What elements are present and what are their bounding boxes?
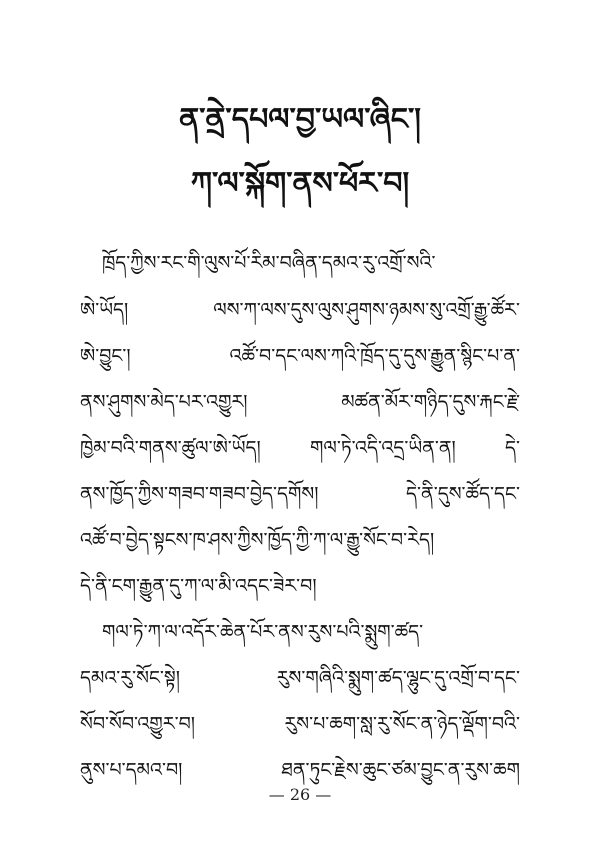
paragraph-1-line-7: འཚོ་བ་བྱེད་སྟངས་ཁ་ཤས་ཀྱིས་ཁྱོད་ཀྱི་ཀ་ལ་རྒྱུ་སོང་བ་རེད། <box>80 529 435 551</box>
page-number: — 26 — <box>268 785 332 804</box>
paragraph-1-line-3: ཨེ་བྱུང་། འཚོ་བ་དང་ལས་ཀའི་ཁྲོད་དུ་དུས་རྒྱུན་སྙིང་པ་ན་ <box>80 345 520 367</box>
paragraph-1-line-8: དེ་ནི་ངག་རྒྱུན་དུ་ཀ་ལ་མི་འདང་ཟེར་བ། <box>80 575 317 597</box>
paragraph-1-line-6: ནས་ཁྱོད་ཀྱིས་གཟབ་གཟབ་བྱེད་དགོས། དེ་ནི་དུས་ཚོད་དང་ <box>80 483 520 505</box>
paragraph-2-line-4: ནུས་པ་དམའ་བ། ཐན་ཏུང་རྗེས་ཆུང་ཙམ་བྱུང་ན་རུས་ཆག <box>80 759 520 781</box>
paragraph-2-line-1: གལ་ཏེ་ཀ་ལ་འདོར་ཆེན་པོར་ནས་རུས་པའི་སྨུག་ཚད་ <box>102 621 424 643</box>
paragraph-1-line-5: ཁྱེམ་བའི་གནས་ཚུལ་ཨེ་ཡོད། གལ་ཏེ་འདི་འདྲ་ཡིན་ན། དེ་ <box>80 437 520 459</box>
paragraph-2-line-2: དམའ་རུ་སོང་སྟེ། རུས་གཞིའི་སྨུག་ཚད་ལྷུང་དུ་འགྲོ་བ་དང་ <box>80 667 520 689</box>
paragraph-2-line-3: སོབ་སོབ་འགྱུར་བ། རུས་པ་ཆག་སླ་རུ་སོང་ན་ཉེད་ལྡོག་བའི་ <box>80 713 520 735</box>
title-line-2: ཀ་ལ་སྐོག་ནས་ཕོར་བ། <box>190 166 410 201</box>
paragraph-1-line-1: ཁྲོད་ཀྱིས་རང་གི་ལུས་པོ་རིམ་བཞིན་དམའ་རུ་འགྲོ་སའི་ <box>102 252 436 274</box>
paragraph-1-line-2: ཨེ་ཡོད། ལས་ཀ་ལས་དུས་ལུས་ཤུགས་ཉམས་སུ་འགྲོ་རྒྱུ་ཚོར་ <box>80 299 520 321</box>
title-line-1: ན་ནྲེ་དཔལ་བྱ་ཡལ་ཞིང་། <box>179 102 421 137</box>
paragraph-1-line-4: ནས་ཤུགས་མེད་པར་འགྱུར། མཚན་མོར་གཉིད་དུས་རྐང་རྗེ་ <box>80 391 520 413</box>
